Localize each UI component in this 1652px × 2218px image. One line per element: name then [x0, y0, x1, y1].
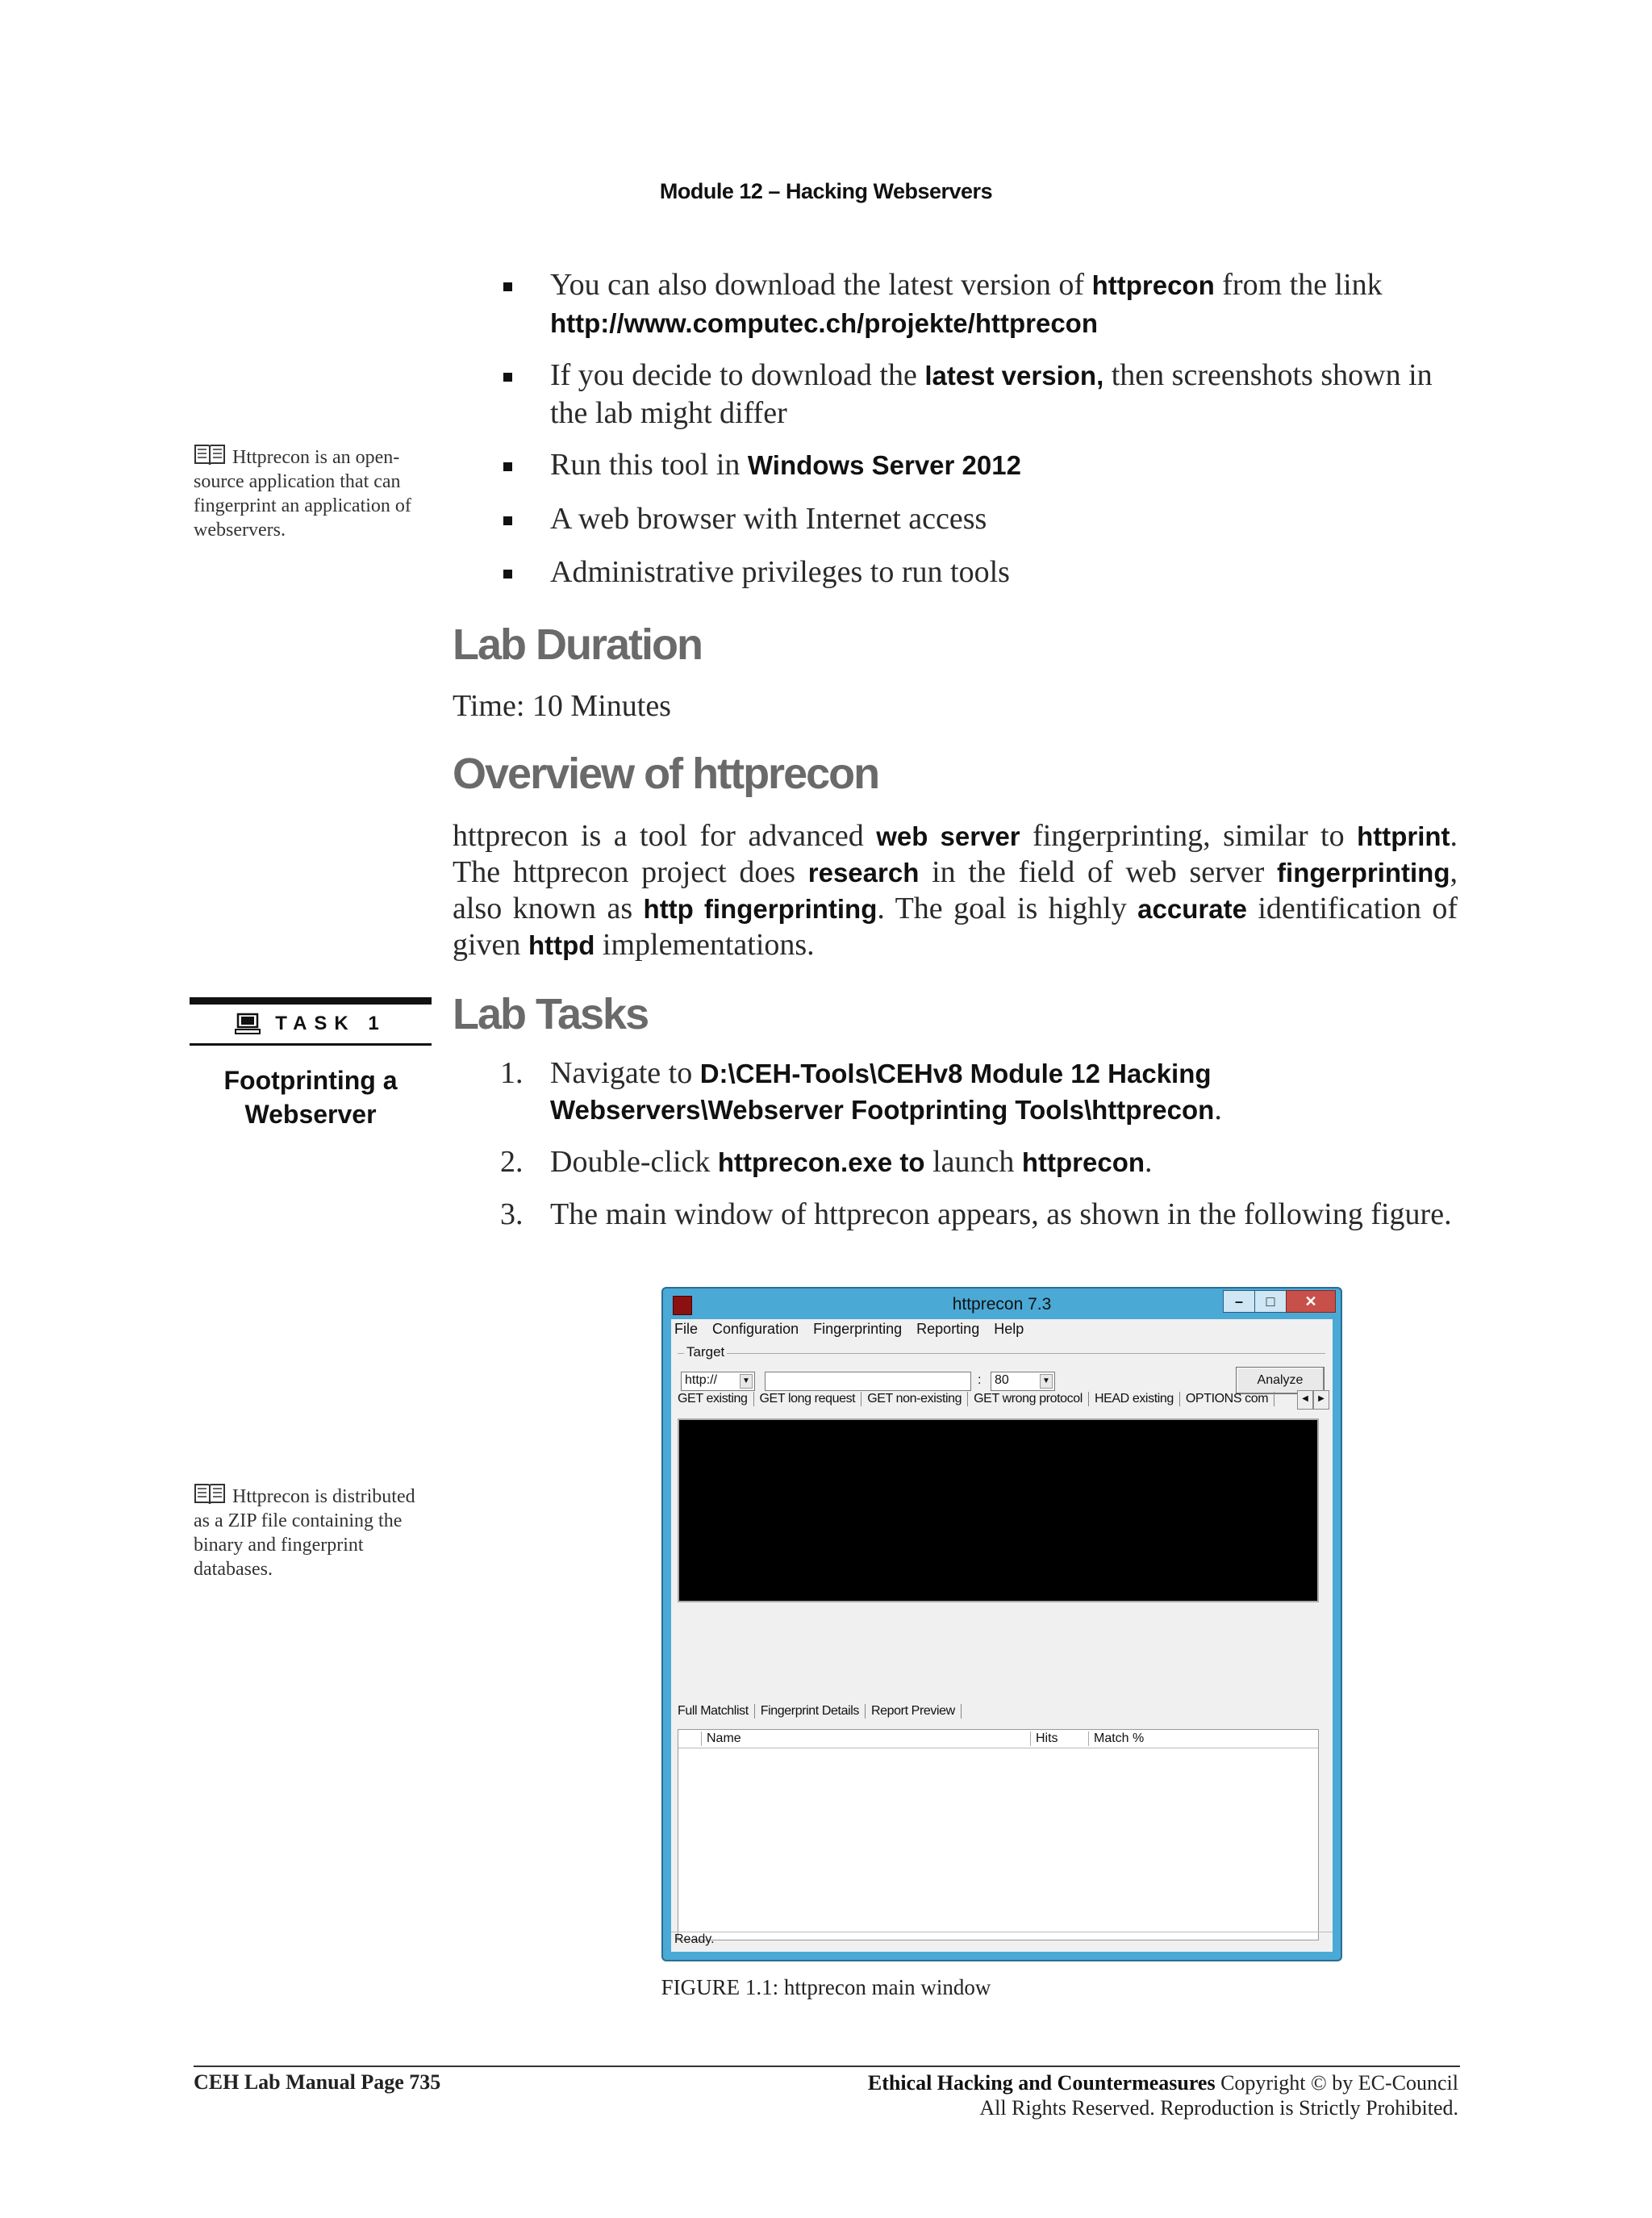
item-text: If you decide to download the	[550, 358, 925, 392]
tab-full-matchlist[interactable]: Full Matchlist	[678, 1704, 755, 1719]
column-hits[interactable]: Hits	[1030, 1731, 1058, 1746]
item-bold: httprecon	[1091, 270, 1215, 300]
close-button[interactable]: ✕	[1286, 1290, 1336, 1313]
menu-help[interactable]: Help	[994, 1321, 1024, 1337]
list-item	[500, 446, 1460, 484]
computer-icon	[235, 1013, 261, 1035]
window-client	[671, 1319, 1333, 1952]
menu-reporting[interactable]: Reporting	[916, 1321, 980, 1337]
footer-divider	[194, 2066, 1460, 2067]
matchlist-table[interactable]	[678, 1729, 1319, 1940]
item-text: then screenshots shown in the lab might differ	[550, 358, 1433, 430]
task-box	[190, 997, 432, 1131]
book-icon	[194, 1481, 226, 1506]
tab-report-preview[interactable]: Report Preview	[866, 1704, 962, 1719]
list-item	[500, 266, 1460, 342]
item-bold: Windows Server 2012	[747, 450, 1021, 480]
book-icon	[194, 442, 226, 466]
figure-caption: FIGURE 1.1: httprecon main window	[661, 1975, 991, 1999]
port-separator: :	[978, 1373, 982, 1387]
lab-duration-text: Time: 10 Minutes	[453, 689, 671, 723]
requirements-list	[500, 266, 1460, 591]
tab-get-existing[interactable]: GET existing	[678, 1392, 754, 1406]
tab-options[interactable]: OPTIONS com	[1180, 1392, 1274, 1406]
side-note: Httprecon is distributed as a ZIP file containing the binary and fingerprint databases.	[194, 1481, 436, 1581]
tab-fingerprint-details[interactable]: Fingerprint Details	[755, 1704, 866, 1719]
menu-fingerprinting[interactable]: Fingerprinting	[813, 1321, 903, 1337]
request-tabs	[678, 1392, 1274, 1406]
table-header	[678, 1730, 1318, 1748]
tab-scroll-left[interactable]: ◀	[1297, 1390, 1313, 1410]
tab-get-non-existing[interactable]: GET non-existing	[861, 1392, 968, 1406]
overview-paragraph: httprecon is a tool for advanced web server fingerprinting, similar to httprint. The httprecon project does research in the field of web server fingerprinting, also known as http fingerprinting. The goal is highly accurate identification of given httpd implementations.	[453, 819, 1458, 962]
menu-bar	[674, 1321, 1038, 1343]
tab-head-existing[interactable]: HEAD existing	[1089, 1392, 1180, 1406]
minimize-button[interactable]: –	[1223, 1290, 1255, 1313]
item-text: from the link	[1214, 268, 1383, 302]
result-tabs	[678, 1704, 962, 1719]
chevron-down-icon: ▼	[740, 1374, 753, 1389]
title-bar[interactable]	[663, 1289, 1341, 1316]
menu-configuration[interactable]: Configuration	[712, 1321, 799, 1337]
list-item	[500, 357, 1460, 432]
window-title: httprecon 7.3	[952, 1295, 1052, 1314]
column-match[interactable]: Match %	[1088, 1731, 1144, 1746]
target-label: Target	[684, 1344, 727, 1360]
response-output[interactable]	[678, 1418, 1319, 1602]
step-number: 3.	[500, 1197, 524, 1231]
lab-tasks-heading: Lab Tasks	[453, 990, 649, 1038]
overview-heading: Overview of httprecon	[453, 750, 879, 798]
item-text: A web browser with Internet access	[550, 502, 987, 536]
download-link[interactable]: http://www.computec.ch/projekte/httprecon	[550, 308, 1098, 338]
page-header: Module 12 – Hacking Webservers	[659, 179, 993, 203]
task-label: TASK 1	[275, 1013, 386, 1034]
lab-duration-heading: Lab Duration	[453, 620, 702, 669]
item-text: Run this tool in	[550, 448, 748, 482]
task-title: Footprinting a Webserver	[223, 1066, 398, 1129]
status-bar: Ready.	[671, 1932, 1333, 1952]
chevron-down-icon: ▼	[1040, 1374, 1053, 1389]
step-item: 1. Navigate to D:\CEH-Tools\CEHv8 Module 12 Hacking Webservers\Webserver Footprinting Tools\httprecon.	[500, 1056, 1222, 1126]
analyze-button[interactable]: Analyze	[1236, 1367, 1325, 1394]
tab-scroll	[1297, 1390, 1329, 1410]
item-bold: latest version,	[924, 361, 1104, 391]
tab-get-long-request[interactable]: GET long request	[754, 1392, 862, 1406]
list-item	[500, 553, 1460, 591]
menu-file[interactable]: File	[674, 1321, 699, 1337]
side-note: Httprecon is an open-source application that can fingerprint an application of webservers.	[194, 442, 436, 542]
footer-page: CEH Lab Manual Page 735	[194, 2070, 441, 2094]
port-select[interactable]: 80 ▼	[991, 1372, 1055, 1391]
step-number: 1.	[500, 1056, 524, 1090]
item-text: You can also download the latest version of	[550, 268, 1092, 302]
protocol-select[interactable]: http:// ▼	[681, 1372, 755, 1391]
maximize-button[interactable]: □	[1254, 1290, 1287, 1313]
httprecon-window	[661, 1287, 1342, 1961]
steps-list	[500, 1055, 1460, 1233]
step-item: 3. The main window of httprecon appears, as shown in the following figure.	[500, 1197, 1452, 1231]
tab-scroll-right[interactable]: ▶	[1313, 1390, 1329, 1410]
tab-get-wrong-protocol[interactable]: GET wrong protocol	[968, 1392, 1089, 1406]
step-number: 2.	[500, 1145, 524, 1179]
column-name[interactable]: Name	[701, 1731, 741, 1746]
host-input[interactable]	[765, 1372, 971, 1391]
footer-copyright: Ethical Hacking and Countermeasures Copyright © by EC-Council All Rights Reserved. Reproduction is Strictly Prohibited.	[867, 2071, 1458, 2120]
step-item: 2. Double-click httprecon.exe to launch httprecon.	[500, 1145, 1153, 1179]
list-item	[500, 500, 1460, 537]
item-text: Administrative privileges to run tools	[550, 555, 1010, 589]
